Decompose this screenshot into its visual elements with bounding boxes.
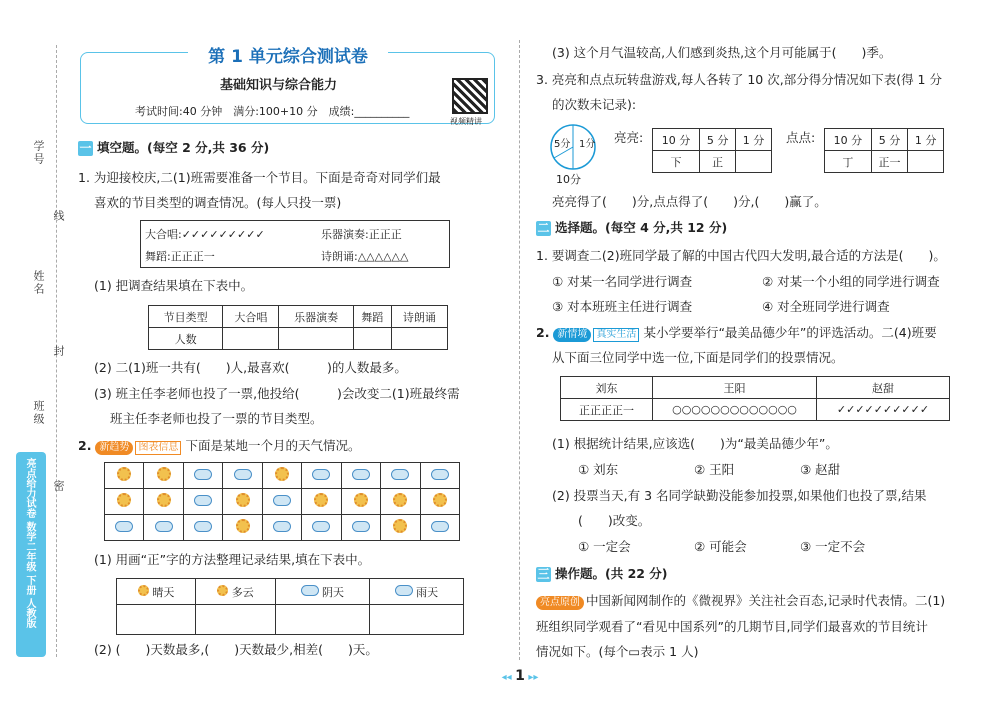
weather-table: 晴天 多云 阴天 雨天 xyxy=(116,578,464,635)
op-text3: 情况如下。(每个▭表示 1 人) xyxy=(536,644,699,659)
survey-instrument: 乐器演奏:正正正 xyxy=(321,228,402,241)
q3-text-b: 的次数未记录): xyxy=(552,97,637,112)
trend-badge: 新趋势 xyxy=(95,441,133,455)
survey-poem: 诗朗诵:△△△△△△ xyxy=(321,250,409,263)
seal-mark: 封 xyxy=(52,345,65,358)
c2-sub2a: (2) 投票当天,有 3 名同学缺勤没能参加投票,如果他们也投了票,结果 xyxy=(552,488,927,503)
line-mark: 线 xyxy=(52,210,65,223)
th-instrument: 乐器演奏 xyxy=(279,306,353,328)
rain-count[interactable] xyxy=(369,605,463,635)
q1-text2: 喜欢的节目类型的调查情况。(每人只投一票) xyxy=(94,195,342,210)
survey-choir: 大合唱:✓✓✓✓✓✓✓✓✓ xyxy=(145,228,265,241)
q1-sub3a: (3) 班主任李老师也投了一票,他投给( )会改变二(1)班最终需 xyxy=(94,386,460,401)
cell-instrument[interactable] xyxy=(279,328,353,350)
th-dance: 舞蹈 xyxy=(353,306,391,328)
page-title: 第 1 单元综合测试卷 xyxy=(188,42,388,67)
q1-sub2: (2) 二(1)班一共有( )人,最喜欢( )的人数最多。 xyxy=(94,360,407,375)
column-divider xyxy=(519,40,520,660)
q3-text-a: 3. 亮亮和点点玩转盘游戏,每人各转了 10 次,部分得分情况如下表(得 1 分 xyxy=(536,72,942,87)
c1-opt3[interactable]: ③ 对本班班主任进行调查 xyxy=(552,299,693,314)
exam-info: 考试时间:40 分钟 满分:100+10 分 成绩:__________ xyxy=(135,105,410,118)
th-type: 节目类型 xyxy=(149,306,223,328)
spinner-5: 5分 xyxy=(554,139,571,150)
dian-label: 点点: xyxy=(786,130,816,145)
c1-opt4[interactable]: ④ 对全班同学进行调查 xyxy=(762,299,890,314)
section2-heading: 二 选择题。(每空 4 分,共 12 分) xyxy=(537,220,728,235)
page-number: ◂◂ 1 ▸▸ xyxy=(501,668,539,684)
op-text1: 亮点原创 中国新闻网制作的《微视界》关注社会百态,记录时代表情。二(1) xyxy=(536,593,945,610)
c2-sub1-opt2[interactable]: ② 王阳 xyxy=(694,462,735,477)
cell-choir[interactable] xyxy=(223,328,279,350)
student-id-label: 学号 xyxy=(32,140,45,166)
c2-sub2-opt2[interactable]: ② 可能会 xyxy=(694,539,747,554)
th-poem: 诗朗诵 xyxy=(391,306,447,328)
c2-sub2-opt3[interactable]: ③ 一定不会 xyxy=(800,539,866,554)
c2-sub1: (1) 根据统计结果,应该选( )为“最美品德少年”。 xyxy=(552,436,838,451)
cell-dance[interactable] xyxy=(353,328,391,350)
q1-sub3b: 班主任李老师也投了一票的节目类型。 xyxy=(110,411,323,426)
cloudy-count[interactable] xyxy=(196,605,275,635)
q2-sub2: (2) ( )天数最多,( )天数最少,相差( )天。 xyxy=(94,642,378,657)
q1-text1: 1. 为迎接校庆,二(1)班需要准备一个节目。下面是奇奇对同学们最 xyxy=(78,170,441,185)
overcast-count[interactable] xyxy=(275,605,369,635)
c2-sub2-opt1[interactable]: ① 一定会 xyxy=(578,539,631,554)
spinner-1: 1分 xyxy=(579,139,596,150)
c1-opt1[interactable]: ① 对某一名同学进行调查 xyxy=(552,274,693,289)
q2-sub3: (3) 这个月气温较高,人们感到炎热,这个月可能属于( )季。 xyxy=(552,45,892,60)
th-choir: 大合唱 xyxy=(223,306,279,328)
c2-heading: 2. 新情境 真实生活 某小学要举行“最美品德少年”的评选活动。二(4)班要 xyxy=(536,325,937,340)
survey-box xyxy=(140,220,450,268)
sunny-count[interactable] xyxy=(117,605,196,635)
c1-text: 1. 要调查二(2)班同学最了解的中国古代四大发明,最合适的方法是( )。 xyxy=(536,248,946,263)
section1-heading: 一 填空题。(每空 2 分,共 36 分) xyxy=(79,140,270,155)
c2-sub1-opt3[interactable]: ③ 赵甜 xyxy=(800,462,841,477)
q1-sub1: (1) 把调查结果填在下表中。 xyxy=(94,278,254,293)
spinner-10: 10分 xyxy=(556,173,581,186)
vote-table: 刘东 王阳 赵甜 正正正正一 ○○○○○○○○○○○○○ ✓✓✓✓✓✓✓✓✓✓ xyxy=(560,376,950,421)
secret-mark: 密 xyxy=(52,480,65,493)
survey-dance: 舞蹈:正正正一 xyxy=(145,250,215,263)
dian-table: 10 分 5 分 1 分 丁 正一 xyxy=(824,128,944,173)
q2-sub1: (1) 用画“正”字的方法整理记录结果,填在下表中。 xyxy=(94,552,371,567)
liang-table: 10 分 5 分 1 分 下 正 xyxy=(652,128,772,173)
section3-heading: 三 操作题。(共 22 分) xyxy=(537,566,668,581)
op-text2: 班组织同学观看了“看见中国系列”的几期节目,同学们最喜欢的节目统计 xyxy=(536,619,928,634)
weather-grid xyxy=(104,462,460,541)
liang-label: 亮亮: xyxy=(614,130,644,145)
row-count: 人数 xyxy=(149,328,223,350)
name-label: 姓名 xyxy=(32,270,45,296)
q1-table xyxy=(148,305,448,350)
section1-tag: 一 xyxy=(79,141,92,155)
q2-heading: 2. 新趋势 图表信息 下面是某地一个月的天气情况。 xyxy=(78,438,361,453)
cell-poem[interactable] xyxy=(391,328,447,350)
qr-label: 视频精讲 xyxy=(450,117,482,126)
c2-sub2b: ( )改变。 xyxy=(578,513,651,528)
chart-badge: 图表信息 xyxy=(135,441,181,455)
class-label: 班级 xyxy=(32,400,45,426)
subtitle: 基础知识与综合能力 xyxy=(220,78,338,93)
c2-text2: 从下面三位同学中选一位,下面是同学们的投票情况。 xyxy=(552,350,844,365)
series-label: 亮点给力试卷 数学二年级 下册 人教版 xyxy=(24,458,35,629)
qr-code[interactable] xyxy=(452,78,488,114)
c1-opt2[interactable]: ② 对某一个小组的同学进行调查 xyxy=(762,274,940,289)
q3-text-c: 亮亮得了( )分,点点得了( )分,( )赢了。 xyxy=(552,194,827,209)
c2-sub1-opt1[interactable]: ① 刘东 xyxy=(578,462,619,477)
